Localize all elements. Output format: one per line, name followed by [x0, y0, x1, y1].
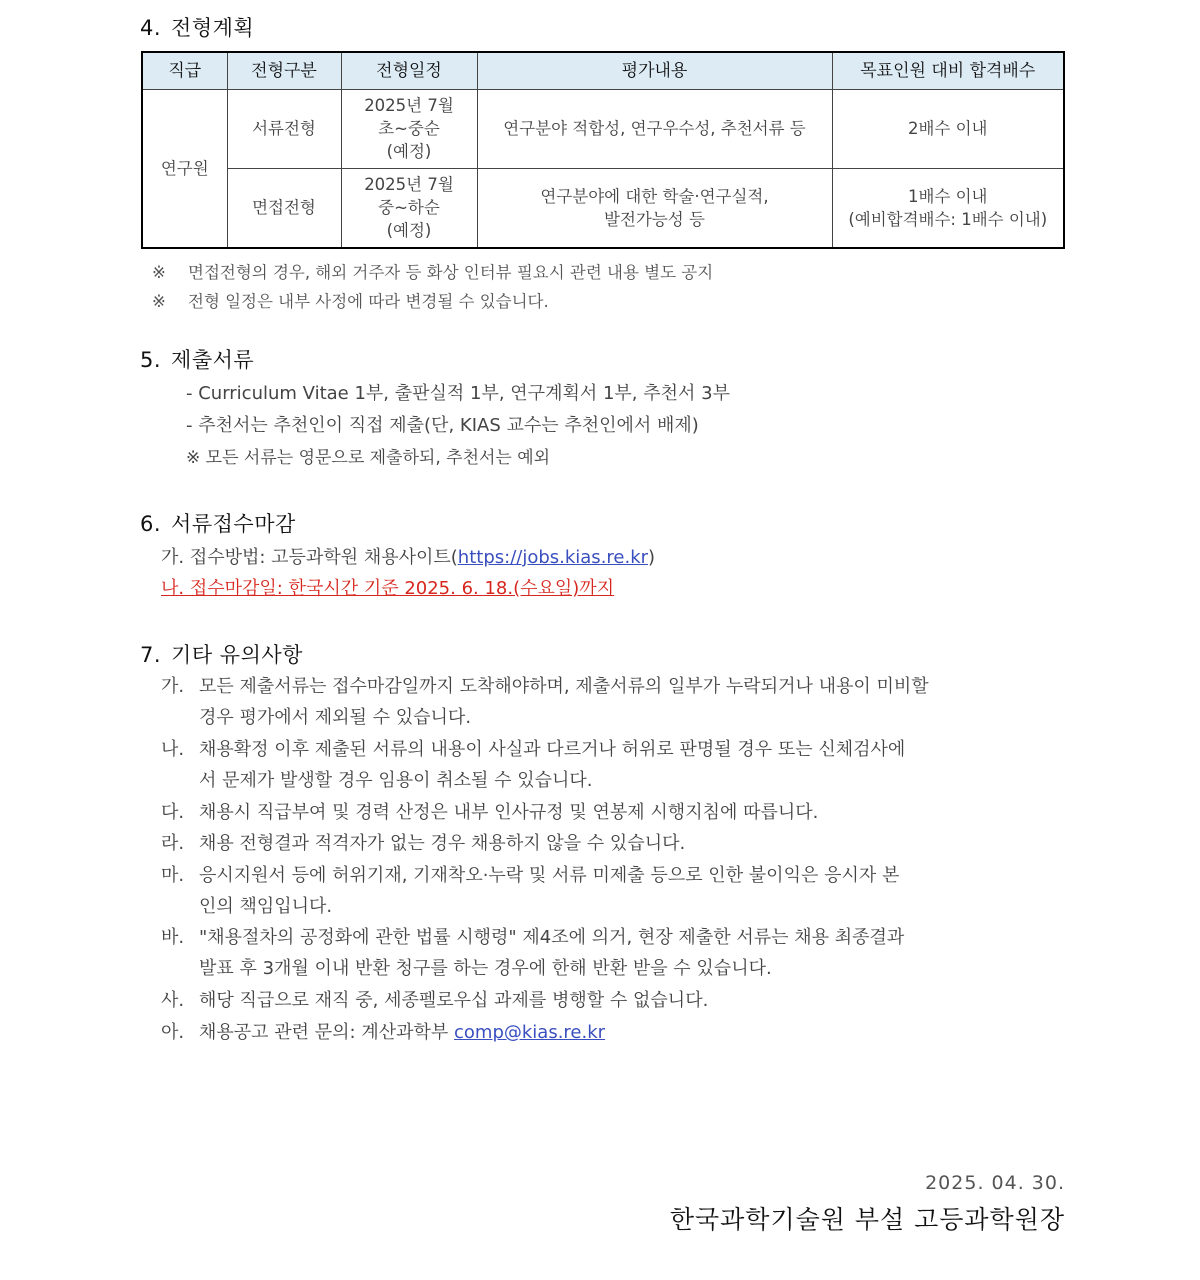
section-number: 4. [140, 16, 162, 40]
notice-text: 인의 책임입니다. [199, 896, 333, 917]
notice-text: 채용 전형결과 적격자가 없는 경우 채용하지 않을 수 있습니다. [199, 833, 686, 854]
schedule-line: (예정) [386, 221, 432, 241]
submission-method [161, 543, 655, 569]
ratio-line: (예비합격배수: 1배수 이내) [848, 209, 1048, 229]
ratio-cell [832, 90, 1064, 169]
ratio-cell [832, 168, 1064, 248]
section-6-title [140, 508, 296, 538]
section-title-text: 기타 유의사항 [171, 643, 303, 667]
submission-method-text: 가. 접수방법: 고등과학원 채용사이트( [161, 547, 458, 568]
notice-label: 라. [161, 833, 185, 854]
evaluation-line: 발전가능성 등 [604, 209, 705, 229]
table-note [152, 288, 549, 312]
contact-email-link[interactable]: comp@kias.re.kr [454, 1022, 606, 1043]
notice-text: 모든 제출서류는 접수마감일까지 도착해야하며, 제출서류의 일부가 누락되거나 내용이 미비할 [199, 676, 929, 697]
section-5-title [140, 344, 254, 374]
table-header-cell: 전형구분 [227, 52, 341, 90]
notice-label: 바. [161, 927, 185, 948]
stage-cell: 서류전형 [227, 90, 341, 169]
issuer-signature: 한국과학기술원 부설 고등과학원장 [669, 1205, 1065, 1234]
notice-text: 경우 평가에서 제외될 수 있습니다. [199, 707, 472, 728]
note-text: 면접전형의 경우, 해외 거주자 등 화상 인터뷰 필요시 관련 내용 별도 공지 [188, 263, 714, 282]
schedule-line: 2025년 7월 [364, 96, 454, 116]
notice-label: 마. [161, 865, 185, 886]
table-header-row [142, 52, 1064, 90]
notice-item [161, 985, 1067, 1016]
evaluation-cell [477, 90, 832, 169]
position-cell: 연구원 [142, 90, 227, 249]
ratio-line: 1배수 이내 [908, 186, 988, 206]
schedule-line: 2025년 7월 [364, 175, 454, 195]
section-title-text: 전형계획 [171, 16, 255, 40]
schedule-line: (예정) [386, 142, 432, 162]
notice-label: 다. [161, 802, 185, 823]
notice-text: 채용확정 이후 제출된 서류의 내용이 사실과 다르거나 허위로 판명될 경우 또는 신체검사에 [199, 739, 906, 760]
notice-item [161, 922, 1067, 984]
table-note [152, 259, 713, 283]
schedule-cell [341, 90, 477, 169]
notice-label: 사. [161, 990, 185, 1011]
notice-label: 가. [161, 676, 185, 697]
contact-text: 채용공고 관련 문의: 계산과학부 [199, 1022, 454, 1043]
section-number: 7. [140, 643, 162, 667]
schedule-line: 중~하순 [378, 198, 440, 218]
stage-cell: 면접전형 [227, 168, 341, 248]
note-mark: ※ [152, 292, 166, 311]
issue-date: 2025. 04. 30. [925, 1172, 1065, 1194]
notice-label: 아. [161, 1022, 185, 1043]
note-mark: ※ [152, 263, 166, 282]
section-title-text: 제출서류 [171, 348, 255, 372]
notice-item [161, 671, 1067, 733]
table-header-cell: 직급 [142, 52, 227, 90]
notice-text: 응시지원서 등에 허위기재, 기재착오·누락 및 서류 미제출 등으로 인한 불이익은 응시자 본 [199, 865, 900, 886]
notice-text: 서 문제가 발생할 경우 임용이 취소될 수 있습니다. [199, 770, 593, 791]
table-header-cell: 전형일정 [341, 52, 477, 90]
documents-item: - Curriculum Vitae 1부, 출판실적 1부, 연구계획서 1부, 추천서 3부 [186, 383, 730, 404]
submission-method-suffix: ) [648, 547, 656, 568]
documents-note: ※ 모든 서류는 영문으로 제출하되, 추천서는 예외 [186, 448, 551, 468]
evaluation-line: 연구분야 적합성, 연구우수성, 추천서류 등 [503, 119, 806, 139]
submission-deadline: 나. 접수마감일: 한국시간 기준 2025. 6. 18.(수요일)까지 [161, 578, 615, 599]
evaluation-line: 연구분야에 대한 학술·연구실적, [540, 186, 769, 206]
recruit-site-link[interactable]: https://jobs.kias.re.kr [457, 547, 649, 568]
notice-text: 발표 후 3개월 이내 반환 청구를 하는 경우에 한해 반환 받을 수 있습니다. [199, 958, 772, 979]
note-text: 전형 일정은 내부 사정에 따라 변경될 수 있습니다. [188, 292, 549, 311]
table-row [142, 90, 1064, 169]
notice-item [161, 860, 1067, 922]
table-header-cell: 목표인원 대비 합격배수 [832, 52, 1064, 90]
section-title-text: 서류접수마감 [171, 512, 296, 536]
schedule-line: 초~중순 [378, 119, 440, 139]
contact-item [161, 1017, 1067, 1048]
notice-item [161, 797, 1067, 828]
section-4-title [140, 12, 254, 42]
notice-label: 나. [161, 739, 185, 760]
notice-text: 채용시 직급부여 및 경력 산정은 내부 인사규정 및 연봉제 시행지침에 따릅니다. [199, 802, 819, 823]
notice-text: "채용절차의 공정화에 관한 법률 시행령" 제4조에 의거, 현장 제출한 서류는 채용 최종결과 [199, 927, 905, 948]
notice-item [161, 734, 1067, 796]
table-row [142, 168, 1064, 248]
table-header-cell: 평가내용 [477, 52, 832, 90]
ratio-line: 2배수 이내 [908, 119, 988, 139]
section-number: 5. [140, 348, 162, 372]
documents-item: - 추천서는 추천인이 직접 제출(단, KIAS 교수는 추천인에서 배제) [186, 415, 699, 436]
notice-item [161, 828, 1067, 859]
section-number: 6. [140, 512, 162, 536]
schedule-cell [341, 168, 477, 248]
notice-text: 해당 직급으로 재직 중, 세종펠로우십 과제를 병행할 수 없습니다. [199, 990, 709, 1011]
selection-plan-table [141, 51, 1065, 249]
evaluation-cell [477, 168, 832, 248]
section-7-title [140, 639, 303, 669]
